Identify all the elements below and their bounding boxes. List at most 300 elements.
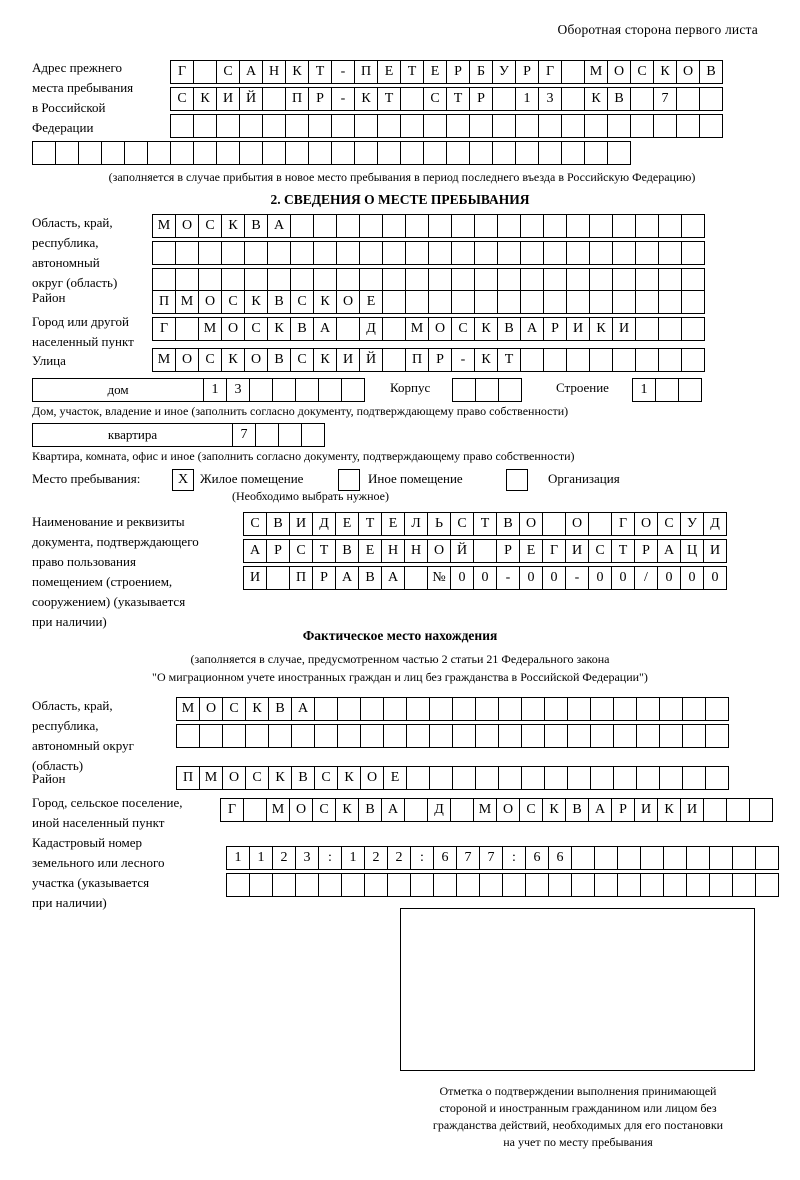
prev-cell-25[interactable] <box>607 141 631 165</box>
prev-cell-4[interactable] <box>124 141 148 165</box>
prev-cell-17[interactable] <box>561 60 585 84</box>
prev-cell-16[interactable]: 3 <box>538 87 562 111</box>
region-cell-20[interactable] <box>612 241 636 265</box>
region-cell-14[interactable] <box>474 241 498 265</box>
prev-cell-5[interactable]: К <box>285 60 309 84</box>
actual-city-cell-12[interactable]: О <box>496 798 520 822</box>
city-cell-10[interactable] <box>382 317 406 341</box>
district-cell-1[interactable]: М <box>175 290 199 314</box>
prev-cell-13[interactable] <box>469 114 493 138</box>
house-cell-2[interactable] <box>249 378 273 402</box>
document-row-3[interactable] <box>243 566 726 590</box>
region-cell-1[interactable] <box>175 241 199 265</box>
street-cell-6[interactable]: С <box>290 348 314 372</box>
prev-cell-0[interactable]: С <box>170 87 194 111</box>
region-cell-21[interactable] <box>635 268 659 292</box>
region-cell-23[interactable] <box>681 268 705 292</box>
region-cell-17[interactable] <box>543 214 567 238</box>
actual-city-cell-16[interactable]: А <box>588 798 612 822</box>
region-cell-7[interactable] <box>313 241 337 265</box>
city-cell-11[interactable]: М <box>405 317 429 341</box>
doc-cell-18[interactable]: А <box>657 539 681 563</box>
actual-region-cell-20[interactable] <box>636 697 660 721</box>
region-cell-6[interactable] <box>290 241 314 265</box>
stroenie-cell-2[interactable] <box>678 378 702 402</box>
actual-region-cell-5[interactable] <box>291 724 315 748</box>
region-cell-5[interactable]: А <box>267 214 291 238</box>
region-cell-2[interactable] <box>198 268 222 292</box>
actual-district-cell-4[interactable]: К <box>268 766 292 790</box>
street-cell-3[interactable]: К <box>221 348 245 372</box>
cadastre-cell-16[interactable] <box>594 846 618 870</box>
city-row-1[interactable] <box>152 317 704 341</box>
prev-address-row-2[interactable] <box>170 87 722 111</box>
region-cell-14[interactable] <box>474 214 498 238</box>
city-cell-18[interactable]: И <box>566 317 590 341</box>
street-cell-14[interactable]: К <box>474 348 498 372</box>
prev-cell-4[interactable]: Н <box>262 60 286 84</box>
prev-cell-10[interactable] <box>262 141 286 165</box>
doc-cell-10[interactable]: 0 <box>473 566 497 590</box>
actual-region-cell-7[interactable] <box>337 724 361 748</box>
actual-region-cell-2[interactable]: С <box>222 697 246 721</box>
cadastre-cell-18[interactable] <box>640 873 664 897</box>
region-cell-18[interactable] <box>566 268 590 292</box>
actual-region-cell-2[interactable] <box>222 724 246 748</box>
prev-cell-1[interactable]: К <box>193 87 217 111</box>
actual-region-cell-14[interactable] <box>498 697 522 721</box>
prev-cell-22[interactable] <box>538 141 562 165</box>
korpus-cells[interactable] <box>452 378 521 402</box>
doc-cell-8[interactable]: № <box>427 566 451 590</box>
cadastre-cell-16[interactable] <box>594 873 618 897</box>
cadastre-cell-14[interactable]: 6 <box>548 846 572 870</box>
street-cell-17[interactable] <box>543 348 567 372</box>
actual-region-cell-4[interactable]: В <box>268 697 292 721</box>
doc-cell-19[interactable]: 0 <box>680 566 704 590</box>
street-cell-19[interactable] <box>589 348 613 372</box>
actual-region-cell-19[interactable] <box>613 697 637 721</box>
district-cell-5[interactable]: В <box>267 290 291 314</box>
prev-cell-8[interactable]: К <box>354 87 378 111</box>
doc-cell-14[interactable]: И <box>565 539 589 563</box>
street-cell-15[interactable]: Т <box>497 348 521 372</box>
actual-city-cell-8[interactable] <box>404 798 428 822</box>
actual-city-cell-18[interactable]: И <box>634 798 658 822</box>
doc-cell-14[interactable]: О <box>565 512 589 536</box>
doc-cell-16[interactable]: 0 <box>611 566 635 590</box>
actual-region-cell-21[interactable] <box>659 697 683 721</box>
city-cell-21[interactable] <box>635 317 659 341</box>
city-cell-19[interactable]: К <box>589 317 613 341</box>
prev-cell-3[interactable]: Й <box>239 87 263 111</box>
actual-district-cell-1[interactable]: М <box>199 766 223 790</box>
region-row-1[interactable] <box>152 214 704 238</box>
city-cell-4[interactable]: С <box>244 317 268 341</box>
prev-address-row-3[interactable] <box>170 114 722 138</box>
street-cell-1[interactable]: О <box>175 348 199 372</box>
doc-cell-13[interactable]: 0 <box>542 566 566 590</box>
city-cell-9[interactable]: Д <box>359 317 383 341</box>
cadastre-cell-4[interactable]: : <box>318 846 342 870</box>
doc-cell-1[interactable]: В <box>266 512 290 536</box>
prev-cell-23[interactable] <box>561 141 585 165</box>
actual-region-cell-15[interactable] <box>521 724 545 748</box>
district-cell-9[interactable]: Е <box>359 290 383 314</box>
prev-cell-0[interactable]: Г <box>170 60 194 84</box>
street-cell-13[interactable]: - <box>451 348 475 372</box>
doc-cell-4[interactable]: Е <box>335 512 359 536</box>
region-cell-15[interactable] <box>497 214 521 238</box>
region-cell-6[interactable] <box>290 268 314 292</box>
doc-cell-16[interactable]: Г <box>611 512 635 536</box>
prev-cell-11[interactable]: С <box>423 87 447 111</box>
prev-cell-12[interactable]: Р <box>446 60 470 84</box>
region-cell-10[interactable] <box>382 268 406 292</box>
actual-district-cell-9[interactable]: Е <box>383 766 407 790</box>
city-cell-22[interactable] <box>658 317 682 341</box>
doc-cell-15[interactable] <box>588 512 612 536</box>
actual-city-cell-19[interactable]: К <box>657 798 681 822</box>
actual-district-cell-7[interactable]: К <box>337 766 361 790</box>
region-cell-5[interactable] <box>267 241 291 265</box>
actual-district-cell-0[interactable]: П <box>176 766 200 790</box>
city-cell-12[interactable]: О <box>428 317 452 341</box>
prev-cell-20[interactable] <box>630 114 654 138</box>
region-cell-13[interactable] <box>451 241 475 265</box>
house-cell-1[interactable]: 3 <box>226 378 250 402</box>
house-cells[interactable] <box>203 378 364 402</box>
prev-cell-15[interactable] <box>377 141 401 165</box>
actual-region-cell-5[interactable]: А <box>291 697 315 721</box>
doc-cell-17[interactable]: Р <box>634 539 658 563</box>
region-cell-16[interactable] <box>520 214 544 238</box>
actual-region-cell-20[interactable] <box>636 724 660 748</box>
doc-cell-9[interactable]: 0 <box>450 566 474 590</box>
cadastre-cell-23[interactable] <box>755 873 779 897</box>
city-cell-7[interactable]: А <box>313 317 337 341</box>
cadastre-cell-22[interactable] <box>732 873 756 897</box>
region-cell-17[interactable] <box>543 241 567 265</box>
street-cell-5[interactable]: В <box>267 348 291 372</box>
prev-cell-2[interactable] <box>216 114 240 138</box>
doc-cell-19[interactable]: Ц <box>680 539 704 563</box>
prev-cell-15[interactable]: 1 <box>515 87 539 111</box>
prev-cell-23[interactable]: В <box>699 60 723 84</box>
actual-district-cell-15[interactable] <box>521 766 545 790</box>
prev-cell-16[interactable] <box>400 141 424 165</box>
street-cell-11[interactable]: П <box>405 348 429 372</box>
prev-cell-11[interactable] <box>423 114 447 138</box>
prev-cell-20[interactable] <box>492 141 516 165</box>
region-cell-12[interactable] <box>428 214 452 238</box>
city-cell-15[interactable]: В <box>497 317 521 341</box>
cadastre-cell-1[interactable] <box>249 873 273 897</box>
city-cell-13[interactable]: С <box>451 317 475 341</box>
doc-cell-0[interactable]: А <box>243 539 267 563</box>
cadastre-cell-18[interactable] <box>640 846 664 870</box>
street-cell-20[interactable] <box>612 348 636 372</box>
cadastre-cell-13[interactable]: 6 <box>525 846 549 870</box>
actual-city-cell-23[interactable] <box>749 798 773 822</box>
district-cell-15[interactable] <box>497 290 521 314</box>
actual-region-cell-13[interactable] <box>475 697 499 721</box>
actual-region-cell-18[interactable] <box>590 697 614 721</box>
actual-region-cell-10[interactable] <box>406 697 430 721</box>
prev-cell-21[interactable] <box>515 141 539 165</box>
doc-cell-13[interactable] <box>542 512 566 536</box>
actual-region-cell-1[interactable]: О <box>199 697 223 721</box>
district-cell-16[interactable] <box>520 290 544 314</box>
city-cell-2[interactable]: М <box>198 317 222 341</box>
cadastre-cell-3[interactable]: 3 <box>295 846 319 870</box>
doc-cell-3[interactable]: Р <box>312 566 336 590</box>
actual-region-cell-3[interactable]: К <box>245 697 269 721</box>
prev-cell-9[interactable] <box>239 141 263 165</box>
region-cell-18[interactable] <box>566 214 590 238</box>
doc-cell-6[interactable]: Н <box>381 539 405 563</box>
prev-cell-13[interactable]: Б <box>469 60 493 84</box>
actual-region-cell-7[interactable] <box>337 697 361 721</box>
actual-region-cell-23[interactable] <box>705 697 729 721</box>
prev-cell-22[interactable] <box>676 87 700 111</box>
flat-cells[interactable] <box>232 423 324 447</box>
actual-city-cell-6[interactable]: В <box>358 798 382 822</box>
region-cell-2[interactable]: С <box>198 214 222 238</box>
prev-cell-22[interactable] <box>676 114 700 138</box>
actual-region-cell-14[interactable] <box>498 724 522 748</box>
actual-city-cell-3[interactable]: О <box>289 798 313 822</box>
document-row-1[interactable] <box>243 512 726 536</box>
prev-cell-23[interactable] <box>699 87 723 111</box>
prev-cell-8[interactable]: П <box>354 60 378 84</box>
prev-cell-13[interactable] <box>331 141 355 165</box>
doc-cell-12[interactable]: О <box>519 512 543 536</box>
cadastre-cell-6[interactable]: 2 <box>364 846 388 870</box>
region-cell-7[interactable] <box>313 214 337 238</box>
street-cell-10[interactable] <box>382 348 406 372</box>
prev-cell-6[interactable] <box>170 141 194 165</box>
region-cell-9[interactable] <box>359 214 383 238</box>
actual-region-cell-0[interactable]: М <box>176 697 200 721</box>
region-cell-8[interactable] <box>336 268 360 292</box>
actual-region-cell-8[interactable] <box>360 697 384 721</box>
doc-cell-0[interactable]: И <box>243 566 267 590</box>
region-cell-15[interactable] <box>497 241 521 265</box>
doc-cell-10[interactable] <box>473 539 497 563</box>
prev-cell-2[interactable]: С <box>216 60 240 84</box>
doc-cell-17[interactable]: / <box>634 566 658 590</box>
region-cell-14[interactable] <box>474 268 498 292</box>
region-cell-19[interactable] <box>589 214 613 238</box>
prev-address-row-4[interactable] <box>32 141 630 165</box>
region-row-2[interactable] <box>152 241 704 265</box>
flat-cell-1[interactable] <box>255 423 279 447</box>
city-cell-14[interactable]: К <box>474 317 498 341</box>
actual-city-row[interactable] <box>220 798 772 822</box>
cadastre-cell-20[interactable] <box>686 873 710 897</box>
prev-cell-7[interactable]: - <box>331 87 355 111</box>
actual-region-row-2[interactable] <box>176 724 728 748</box>
prev-cell-17[interactable] <box>423 141 447 165</box>
actual-city-cell-11[interactable]: М <box>473 798 497 822</box>
actual-region-cell-8[interactable] <box>360 724 384 748</box>
doc-cell-9[interactable]: Й <box>450 539 474 563</box>
flat-cell-2[interactable] <box>278 423 302 447</box>
cadastre-cell-4[interactable] <box>318 873 342 897</box>
district-cell-20[interactable] <box>612 290 636 314</box>
prev-cell-0[interactable] <box>32 141 56 165</box>
cadastre-cell-6[interactable] <box>364 873 388 897</box>
actual-district-cell-12[interactable] <box>452 766 476 790</box>
prev-cell-3[interactable]: А <box>239 60 263 84</box>
prev-cell-2[interactable] <box>78 141 102 165</box>
actual-district-cell-21[interactable] <box>659 766 683 790</box>
actual-region-cell-22[interactable] <box>682 724 706 748</box>
prev-cell-18[interactable]: М <box>584 60 608 84</box>
city-cell-16[interactable]: А <box>520 317 544 341</box>
actual-district-cell-17[interactable] <box>567 766 591 790</box>
street-cell-12[interactable]: Р <box>428 348 452 372</box>
doc-cell-6[interactable]: А <box>381 566 405 590</box>
city-cell-1[interactable] <box>175 317 199 341</box>
cadastre-cell-20[interactable] <box>686 846 710 870</box>
street-cell-22[interactable] <box>658 348 682 372</box>
region-cell-11[interactable] <box>405 241 429 265</box>
cadastre-cell-15[interactable] <box>571 846 595 870</box>
street-cell-16[interactable] <box>520 348 544 372</box>
prev-cell-6[interactable] <box>308 114 332 138</box>
street-cell-21[interactable] <box>635 348 659 372</box>
region-cell-9[interactable] <box>359 241 383 265</box>
actual-city-cell-2[interactable]: М <box>266 798 290 822</box>
doc-cell-20[interactable]: Д <box>703 512 727 536</box>
cadastre-cell-0[interactable] <box>226 873 250 897</box>
doc-cell-7[interactable]: Н <box>404 539 428 563</box>
house-cell-0[interactable]: 1 <box>203 378 227 402</box>
actual-city-cell-7[interactable]: А <box>381 798 405 822</box>
cadastre-cell-10[interactable] <box>456 873 480 897</box>
city-cell-5[interactable]: К <box>267 317 291 341</box>
region-row-3[interactable] <box>152 268 704 292</box>
actual-city-cell-22[interactable] <box>726 798 750 822</box>
doc-cell-13[interactable]: Г <box>542 539 566 563</box>
doc-cell-20[interactable]: 0 <box>703 566 727 590</box>
prev-cell-14[interactable] <box>354 141 378 165</box>
district-cell-4[interactable]: К <box>244 290 268 314</box>
prev-cell-19[interactable]: В <box>607 87 631 111</box>
region-cell-0[interactable]: М <box>152 214 176 238</box>
doc-cell-10[interactable]: Т <box>473 512 497 536</box>
cadastre-cell-9[interactable]: 6 <box>433 846 457 870</box>
region-cell-3[interactable] <box>221 268 245 292</box>
street-cell-0[interactable]: М <box>152 348 176 372</box>
actual-city-cell-10[interactable] <box>450 798 474 822</box>
region-cell-3[interactable] <box>221 241 245 265</box>
prev-cell-14[interactable] <box>492 87 516 111</box>
prev-cell-3[interactable] <box>101 141 125 165</box>
actual-city-cell-0[interactable]: Г <box>220 798 244 822</box>
prev-cell-10[interactable]: Т <box>400 60 424 84</box>
region-cell-3[interactable]: К <box>221 214 245 238</box>
region-cell-21[interactable] <box>635 214 659 238</box>
street-row[interactable] <box>152 348 704 372</box>
prev-cell-6[interactable]: Р <box>308 87 332 111</box>
prev-cell-1[interactable] <box>55 141 79 165</box>
cadastre-cell-14[interactable] <box>548 873 572 897</box>
cadastre-row-2[interactable] <box>226 873 778 897</box>
prev-cell-1[interactable] <box>193 114 217 138</box>
prev-cell-11[interactable] <box>285 141 309 165</box>
actual-region-cell-18[interactable] <box>590 724 614 748</box>
actual-city-cell-14[interactable]: К <box>542 798 566 822</box>
doc-cell-1[interactable]: Р <box>266 539 290 563</box>
checkbox-other-premises[interactable] <box>338 469 360 491</box>
region-cell-11[interactable] <box>405 214 429 238</box>
region-cell-21[interactable] <box>635 241 659 265</box>
actual-district-cell-20[interactable] <box>636 766 660 790</box>
prev-cell-16[interactable]: Г <box>538 60 562 84</box>
cadastre-cell-1[interactable]: 1 <box>249 846 273 870</box>
prev-cell-4[interactable] <box>262 114 286 138</box>
prev-cell-21[interactable]: К <box>653 60 677 84</box>
stroenie-cell-0[interactable]: 1 <box>632 378 656 402</box>
stroenie-cells[interactable] <box>632 378 701 402</box>
actual-district-cell-16[interactable] <box>544 766 568 790</box>
region-cell-12[interactable] <box>428 241 452 265</box>
street-cell-18[interactable] <box>566 348 590 372</box>
region-cell-0[interactable] <box>152 268 176 292</box>
region-cell-12[interactable] <box>428 268 452 292</box>
prev-cell-9[interactable]: Е <box>377 60 401 84</box>
prev-cell-10[interactable] <box>400 114 424 138</box>
district-cell-2[interactable]: О <box>198 290 222 314</box>
prev-cell-5[interactable] <box>285 114 309 138</box>
prev-cell-20[interactable] <box>630 87 654 111</box>
prev-cell-19[interactable] <box>607 114 631 138</box>
region-cell-16[interactable] <box>520 241 544 265</box>
actual-district-cell-5[interactable]: В <box>291 766 315 790</box>
doc-cell-11[interactable]: - <box>496 566 520 590</box>
prev-cell-17[interactable] <box>561 87 585 111</box>
actual-district-cell-10[interactable] <box>406 766 430 790</box>
actual-district-row[interactable] <box>176 766 728 790</box>
prev-cell-9[interactable] <box>377 114 401 138</box>
district-cell-22[interactable] <box>658 290 682 314</box>
doc-cell-4[interactable]: А <box>335 566 359 590</box>
cadastre-cell-7[interactable] <box>387 873 411 897</box>
region-cell-1[interactable] <box>175 268 199 292</box>
prev-cell-2[interactable]: И <box>216 87 240 111</box>
actual-city-cell-20[interactable]: И <box>680 798 704 822</box>
doc-cell-14[interactable]: - <box>565 566 589 590</box>
cadastre-cell-13[interactable] <box>525 873 549 897</box>
actual-city-cell-17[interactable]: Р <box>611 798 635 822</box>
doc-cell-2[interactable]: И <box>289 512 313 536</box>
doc-cell-11[interactable]: В <box>496 512 520 536</box>
region-cell-0[interactable] <box>152 241 176 265</box>
actual-region-cell-17[interactable] <box>567 697 591 721</box>
cadastre-cell-19[interactable] <box>663 846 687 870</box>
cadastre-row-1[interactable] <box>226 846 778 870</box>
actual-district-cell-13[interactable] <box>475 766 499 790</box>
prev-cell-11[interactable]: Е <box>423 60 447 84</box>
region-cell-2[interactable] <box>198 241 222 265</box>
actual-region-cell-1[interactable] <box>199 724 223 748</box>
city-cell-8[interactable] <box>336 317 360 341</box>
actual-region-cell-12[interactable] <box>452 724 476 748</box>
doc-cell-7[interactable]: Л <box>404 512 428 536</box>
